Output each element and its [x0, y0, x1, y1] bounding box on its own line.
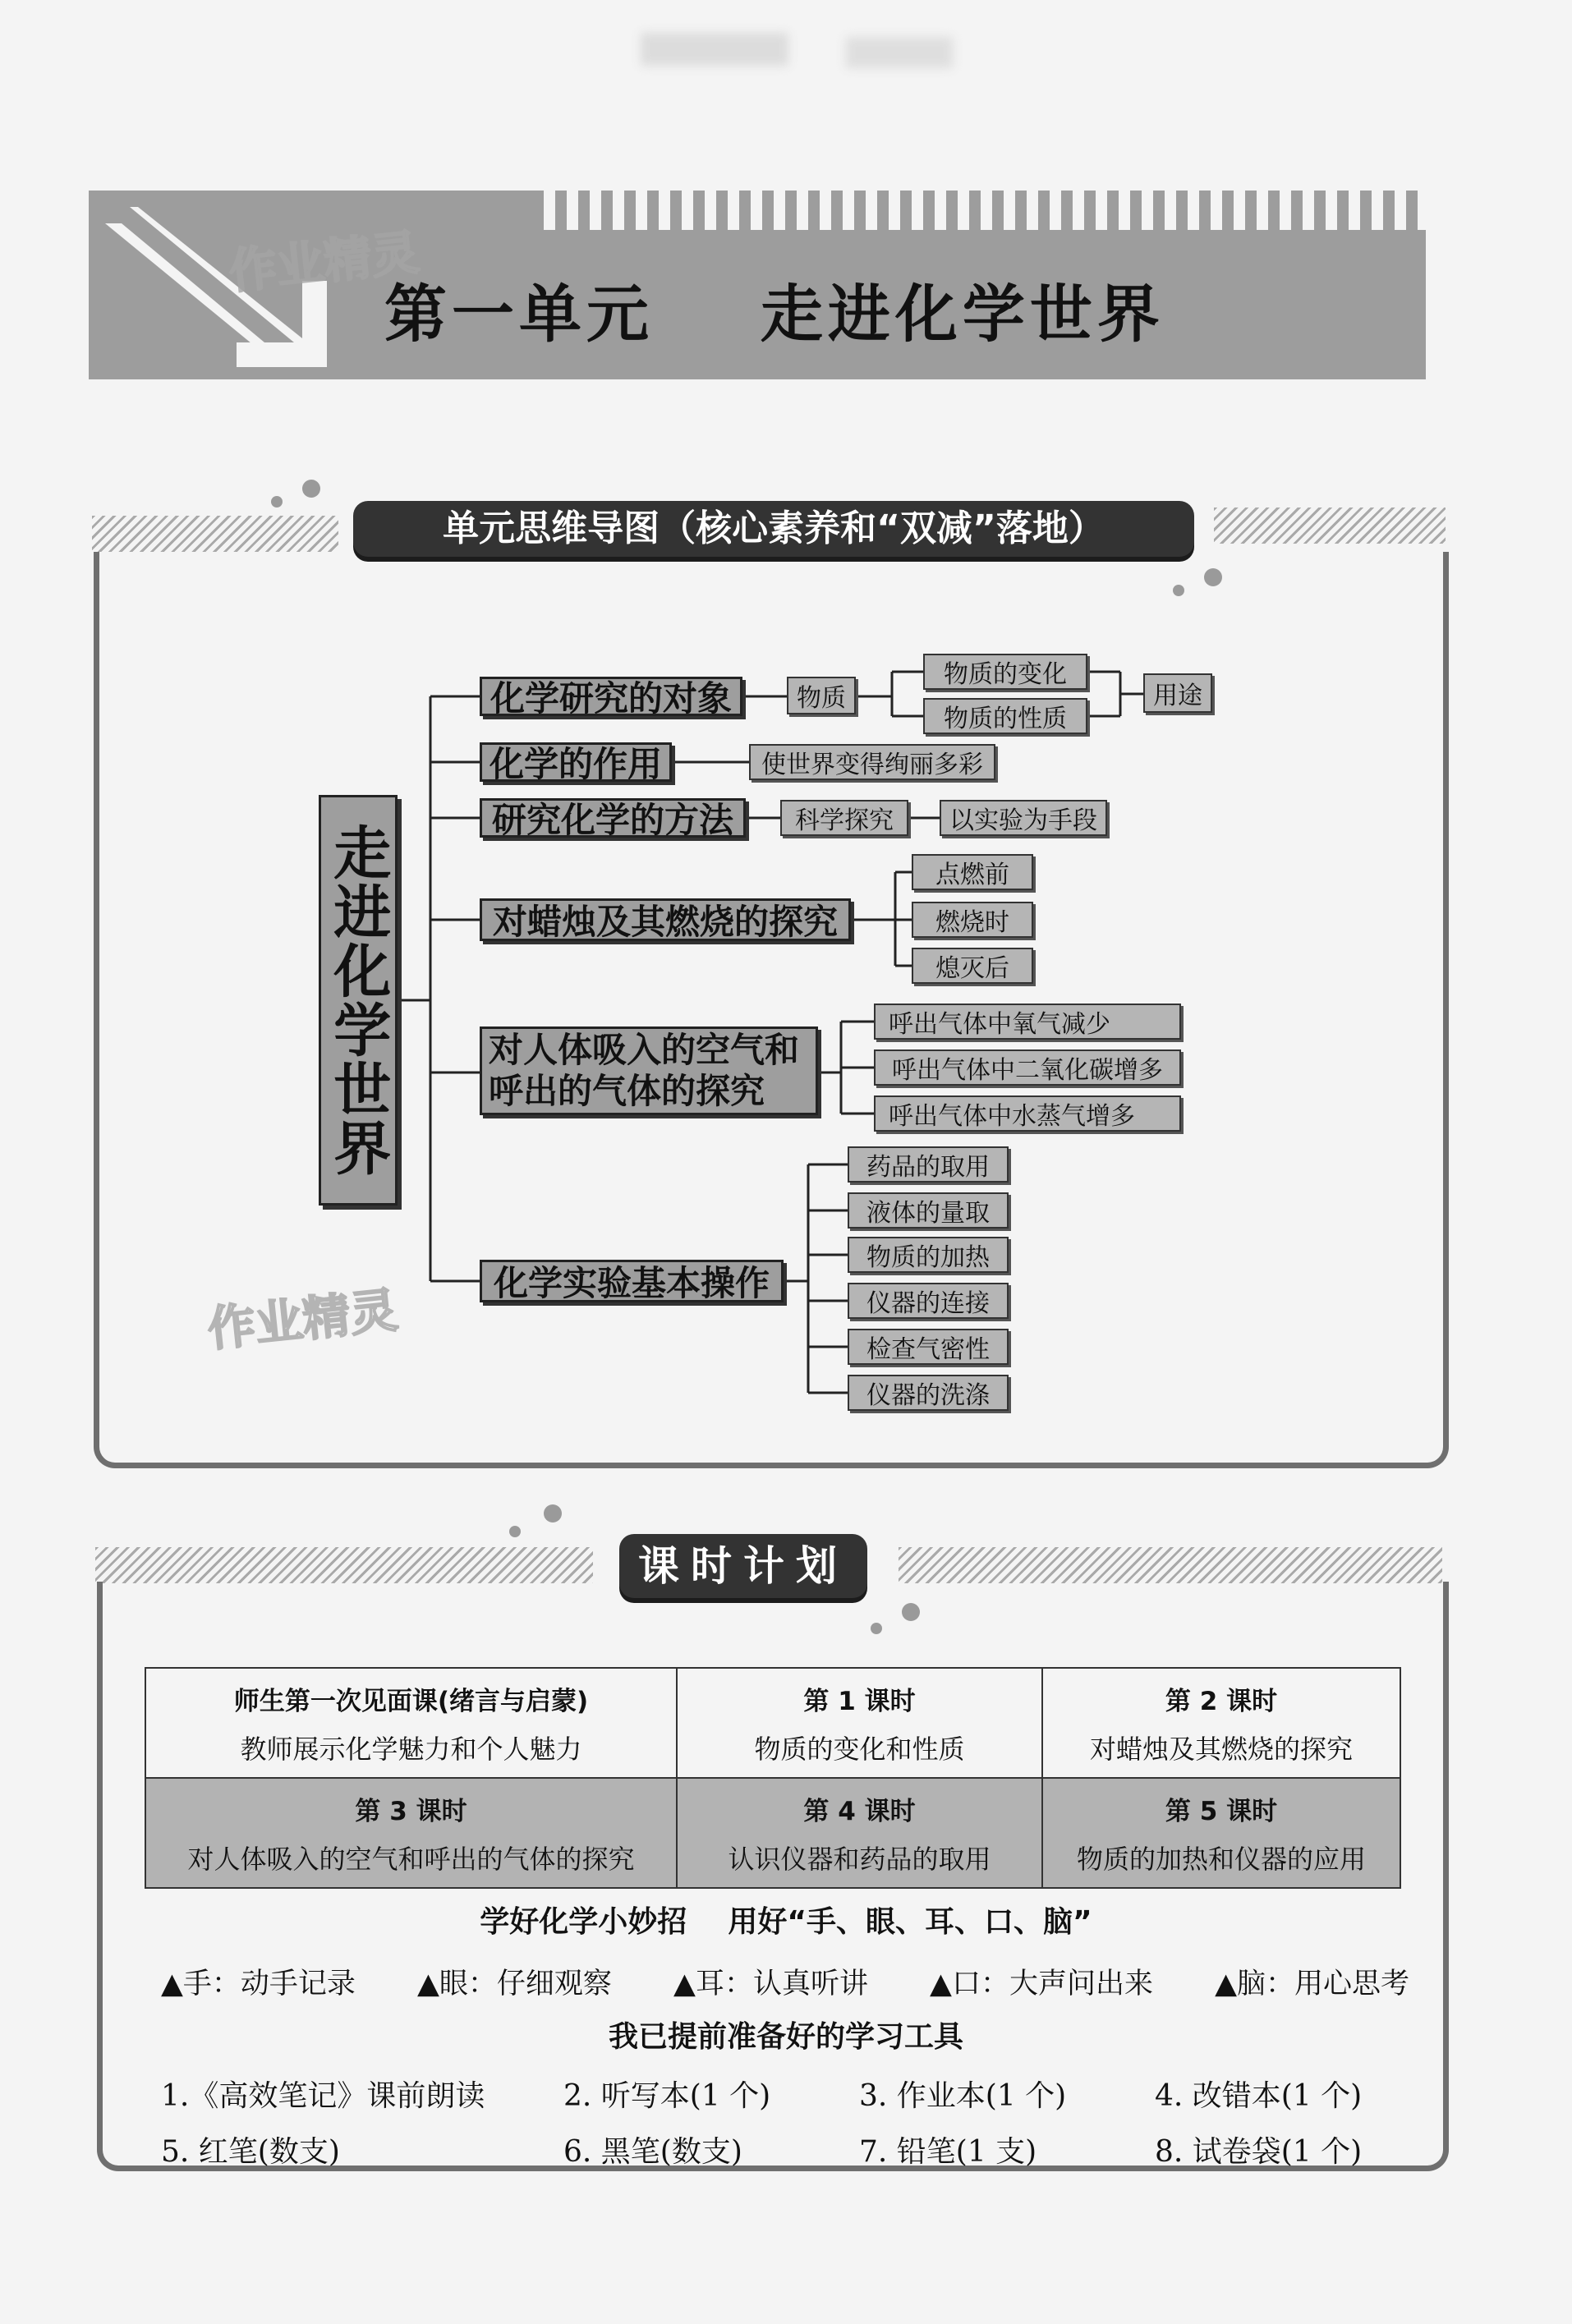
cell-text: 教师展示化学魅力和个人魅力: [240, 1733, 582, 1765]
leaf-op-connect: 仪器的连接: [848, 1283, 1009, 1319]
leaf-op-airtight: 检查气密性: [848, 1329, 1009, 1365]
leaf-experiment: 以实验为手段: [940, 800, 1107, 836]
section-strip: [95, 1547, 593, 1583]
table-cell: [1042, 1668, 1400, 1778]
table-cell: [1042, 1778, 1400, 1888]
cell-heading: 第 5 课时: [1165, 1796, 1278, 1826]
cell-heading: 第 1 课时: [803, 1686, 916, 1716]
leaf-op-wash: 仪器的洗涤: [848, 1375, 1009, 1411]
cell-text: 认识仪器和药品的取用: [728, 1843, 991, 1875]
tool-item: 5. 红笔(数支): [161, 2135, 340, 2169]
cell-heading: 第 3 课时: [355, 1796, 467, 1826]
leaf-matter: 物质: [787, 677, 856, 714]
table-row: [145, 1778, 1400, 1888]
tool-item: 6. 黑笔(数支): [563, 2135, 742, 2169]
leaf-candle-during: 燃烧时: [912, 902, 1033, 938]
branch-candle: 对蜡烛及其燃烧的探究: [480, 898, 851, 941]
tip-mouth: ▲口：大声问出来: [930, 1968, 1153, 2000]
leaf-breath-oxygen: 呼出气体中氧气减少: [874, 1004, 1181, 1040]
leaf-op-measure: 液体的量取: [848, 1192, 1009, 1229]
leaf-role: 使世界变得绚丽多彩: [749, 744, 995, 780]
leaf-breath-vapor: 呼出气体中水蒸气增多: [874, 1095, 1181, 1132]
tip-hand: ▲手：动手记录: [161, 1968, 356, 2000]
branch-operations: 化学实验基本操作: [480, 1260, 784, 1302]
tool-item: 4. 改错本(1 个): [1155, 2079, 1363, 2113]
watermark-text: 作业精灵: [226, 224, 422, 300]
mindmap-root: 走进化学世界: [319, 795, 398, 1206]
unit-title: 第一单元 走进化学世界: [384, 278, 1165, 351]
leaf-breath-co2: 呼出气体中二氧化碳增多: [874, 1049, 1181, 1086]
leaf-candle-after: 熄灭后: [912, 948, 1033, 984]
tips-title: 学好化学小妙招 用好“手、眼、耳、口、脑”: [480, 1905, 1092, 1939]
tool-item: 2. 听写本(1 个): [563, 2079, 771, 2113]
cell-heading: 师生第一次见面课(绪言与启蒙): [233, 1686, 589, 1716]
table-row: [145, 1668, 1400, 1778]
tool-item: 3. 作业本(1 个): [859, 2079, 1067, 2113]
tool-item: 7. 铅笔(1 支): [859, 2135, 1037, 2169]
branch-method: 研究化学的方法: [480, 798, 746, 838]
leaf-matter-property: 物质的性质: [923, 698, 1087, 734]
cell-text: 对人体吸入的空气和呼出的气体的探究: [187, 1843, 635, 1875]
plan-section-label: 课时计划: [619, 1534, 867, 1598]
leaf-op-heat: 物质的加热: [848, 1237, 1009, 1273]
branch-breath: 对人体吸入的空气和呼出的气体的探究: [480, 1027, 818, 1115]
tools-row-2: [161, 2129, 1409, 2170]
cell-text: 物质的加热和仪器的应用: [1076, 1843, 1366, 1875]
tools-row-1: [161, 2073, 1409, 2115]
tool-item: 1.《高效笔记》课前朗读: [161, 2079, 485, 2113]
tool-item: 8. 试卷袋(1 个): [1155, 2135, 1363, 2169]
watermark-text: 作业精灵: [205, 1282, 401, 1357]
leaf-inquiry: 科学探究: [780, 800, 908, 836]
cell-heading: 第 2 课时: [1165, 1686, 1278, 1716]
tip-ear: ▲耳：认真听讲: [673, 1968, 868, 2000]
cell-text: 对蜡烛及其燃烧的探究: [1089, 1733, 1353, 1765]
decor-dot: [544, 1504, 562, 1523]
table-cell: [677, 1778, 1042, 1888]
cell-text: 物质的变化和性质: [754, 1733, 965, 1765]
table-cell: [145, 1778, 677, 1888]
section-strip: [899, 1547, 1442, 1583]
branch-research-object: 化学研究的对象: [480, 677, 742, 716]
leaf-op-reagent: 药品的取用: [848, 1146, 1009, 1183]
leaf-matter-change: 物质的变化: [923, 654, 1087, 690]
table-cell: [145, 1668, 677, 1778]
tips-list: [161, 1961, 1409, 2002]
tip-eye: ▲眼：仔细观察: [417, 1968, 612, 2000]
lesson-schedule-table: [145, 1667, 1401, 1889]
table-cell: [677, 1668, 1042, 1778]
cell-heading: 第 4 课时: [803, 1796, 916, 1826]
decor-dot: [509, 1526, 521, 1537]
branch-role: 化学的作用: [480, 742, 672, 782]
mindmap-section-label: 单元思维导图（核心素养和“双减”落地）: [353, 501, 1194, 557]
tip-brain: ▲脑：用心思考: [1215, 1968, 1409, 2000]
leaf-use: 用途: [1143, 673, 1212, 713]
tools-title: 我已提前准备好的学习工具: [608, 2020, 963, 2054]
leaf-candle-before: 点燃前: [912, 854, 1033, 890]
